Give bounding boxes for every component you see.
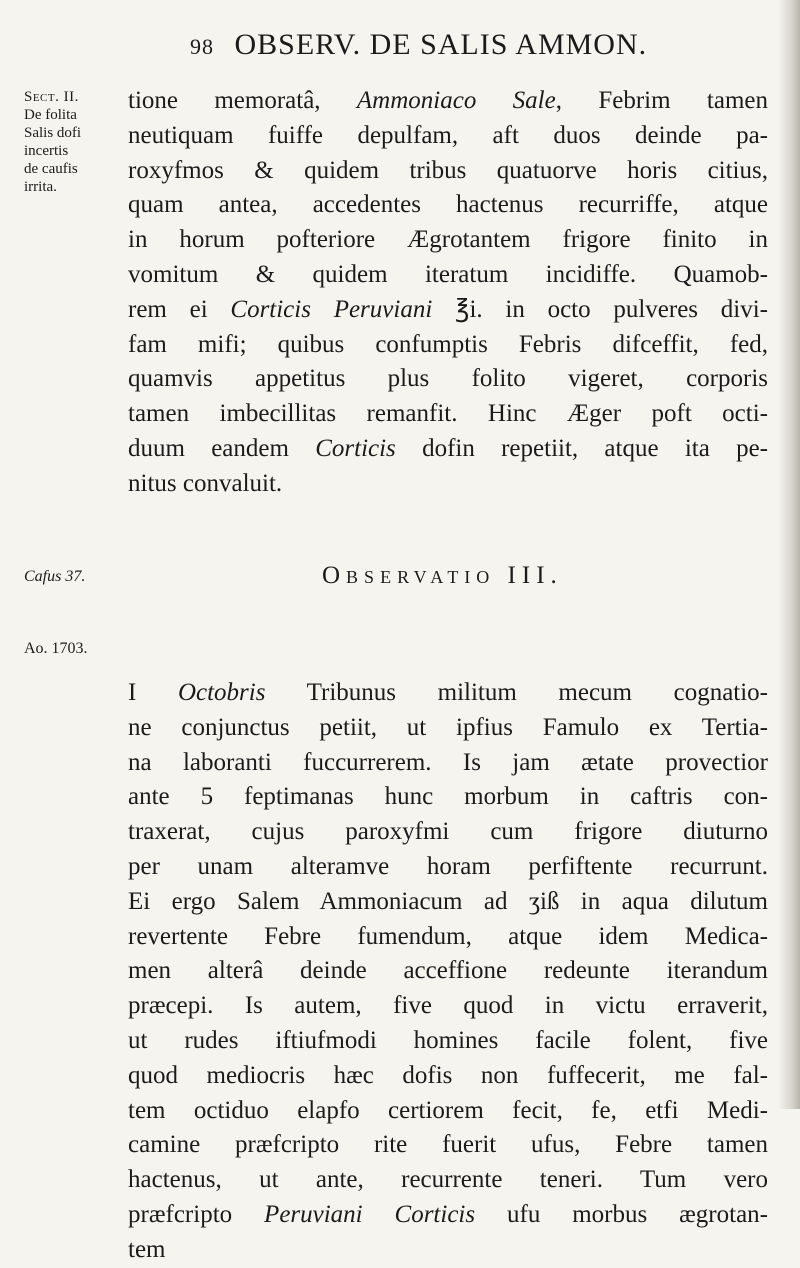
text-line: na laboranti fuccurrerem. Is jam ætate provectior bbox=[128, 748, 768, 776]
margin-note bbox=[24, 88, 108, 196]
text-line: quod mediocris hæc dofis non fuffecerit, me fal- bbox=[128, 1061, 768, 1089]
running-header bbox=[190, 28, 647, 62]
text-line: revertente Febre fumendum, atque idem Medica- bbox=[128, 922, 768, 950]
year-label: Ao. 1703. bbox=[24, 640, 88, 657]
text-line: quam antea, accedentes hactenus recurriffe, atque bbox=[128, 191, 768, 219]
text-line: I Octobris Tribunus militum mecum cognatio- bbox=[128, 679, 769, 706]
text-line: vomitum & quidem iteratum incidiffe. Quamob- bbox=[128, 260, 768, 288]
text-line: ut rudes iftiufmodi homines facile folent, five bbox=[128, 1026, 768, 1054]
text-line: duum eandem Corticis dofin repetiit, atque ita pe- bbox=[128, 434, 768, 462]
margin-line: Salis dofi bbox=[24, 125, 82, 141]
text-line: nitus convaluit. bbox=[128, 469, 283, 497]
text-line: in horum pofteriore Ægrotantem frigore finito in bbox=[128, 226, 768, 254]
running-title: OBSERV. DE SALIS AMMON. bbox=[234, 28, 648, 61]
text-line: ante 5 feptimanas hunc morbum in caftris con- bbox=[128, 783, 768, 811]
margin-line: De folita bbox=[24, 107, 77, 123]
page-number: 98 bbox=[190, 34, 214, 59]
margin-line: de caufis bbox=[24, 161, 78, 177]
paragraph-1 bbox=[128, 84, 768, 502]
margin-line: incertis bbox=[24, 143, 69, 159]
text-line: ne conjunctus petiit, ut ipfius Famulo ex Tertia- bbox=[128, 713, 768, 741]
text-line: camine præfcripto rite fuerit ufus, Febre tamen bbox=[128, 1131, 768, 1159]
observation-title: Observatio III. bbox=[322, 562, 563, 589]
text-line: per unam alteramve horam perfiftente recurrunt. bbox=[128, 852, 768, 880]
text-line: roxyfmos & quidem tribus quatuorve horis citius, bbox=[128, 156, 768, 184]
text-line: tamen imbecillitas remanfit. Hinc Æger poft octi- bbox=[128, 400, 768, 428]
text-line: tem bbox=[128, 1235, 166, 1263]
page-edge bbox=[778, 0, 800, 1109]
text-line: tione memoratâ, Ammoniaco Sale, Febrim tamen bbox=[128, 87, 768, 114]
text-line: rem ei Corticis Peruviani ℥i. in octo pulveres divi- bbox=[128, 295, 768, 323]
text-line: fam mifi; quibus confumptis Febris difceffit, fed, bbox=[128, 330, 768, 358]
text-line: quamvis appetitus plus folito vigeret, corporis bbox=[128, 365, 768, 393]
text-line: neutiquam fuiffe depulfam, aft duos deinde pa- bbox=[128, 121, 768, 149]
text-line: hactenus, ut ante, recurrente teneri. Tum vero bbox=[128, 1166, 768, 1194]
text-line: tem octiduo elapfo certiorem fecit, fe, etfi Medi- bbox=[128, 1096, 768, 1124]
text-line: Ei ergo Salem Ammoniacum ad ʒiß in aqua dilutum bbox=[128, 887, 768, 915]
text-line: traxerat, cujus paroxyfmi cum frigore diuturno bbox=[128, 818, 768, 846]
paragraph-2 bbox=[128, 676, 768, 1268]
text-line: præfcripto Peruviani Corticis ufu morbus ægrotan- bbox=[128, 1200, 769, 1228]
text-line: præcepi. Is autem, five quod in victu erraverit, bbox=[128, 992, 768, 1020]
margin-line: irrita. bbox=[24, 179, 57, 195]
margin-section: Sect. II. bbox=[24, 89, 79, 105]
text-line: men alterâ deinde acceffione redeunte iterandum bbox=[128, 957, 768, 985]
casus-label: Cafus 37. bbox=[24, 568, 86, 585]
